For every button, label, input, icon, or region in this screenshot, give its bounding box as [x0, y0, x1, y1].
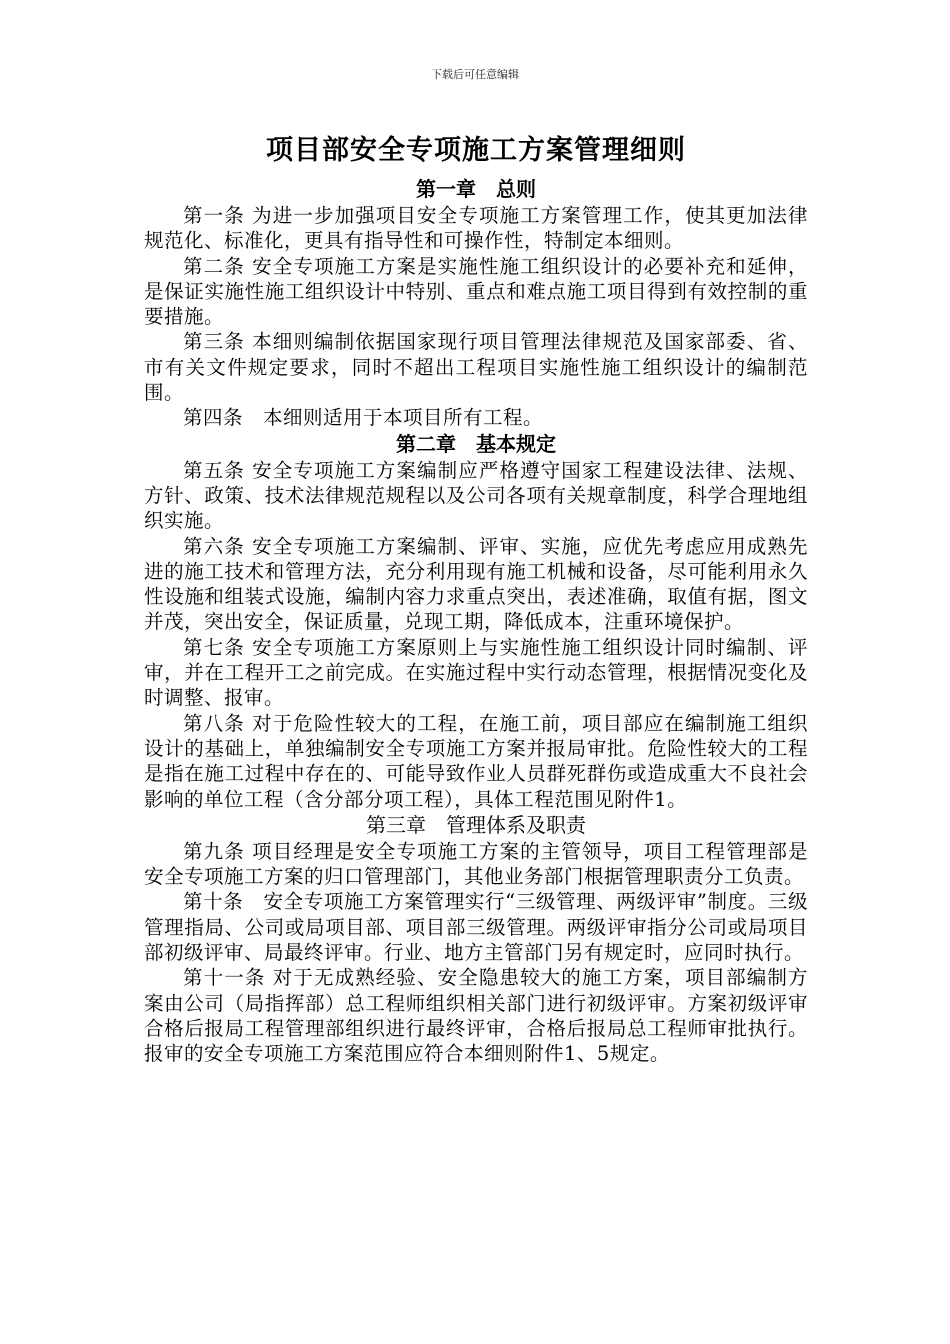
chapter-3 [144, 812, 808, 1067]
article-11: 第十一条 对于无成熟经验、安全隐患较大的施工方案，项目部编制方案由公司（局指挥部）总工程师组织相关部门进行初级评审。方案初级评审合格后报局工程管理部组织进行最终评审，合格后报局总工程师审批执行。报审的安全专项施工方案范围应符合本细则附件1、5规定。 [144, 966, 808, 1066]
chapter-heading: 第一章 总则 [416, 177, 536, 201]
article-3: 第三条 本细则编制依据国家现行项目管理法律规范及国家部委、省、市有关文件规定要求，同时不超出工程项目实施性施工组织设计的编制范围。 [144, 330, 808, 405]
chapter-heading: 第二章 基本规定 [396, 431, 556, 456]
article-6: 第六条 安全专项施工方案编制、评审、实施，应优先考虑应用成熟先进的施工技术和管理方法，充分利用现有施工机械和设备，尽可能利用永久性设施和组装式设施，编制内容力求重点突出，表述准确，取值有据，图文并茂，突出安全，保证质量，兑现工期，降低成本，注重环境保护。 [144, 534, 808, 634]
article-7: 第七条 安全专项施工方案原则上与实施性施工组织设计同时编制、评审，并在工程开工之前完成。在实施过程中实行动态管理，根据情况变化及时调整、报审。 [144, 635, 808, 710]
chapter-heading: 第三章 管理体系及职责 [366, 812, 586, 837]
article-4: 第四条 本细则适用于本项目所有工程。 [183, 406, 544, 430]
article-9: 第九条 项目经理是安全专项施工方案的主管领导，项目工程管理部是安全专项施工方案的归口管理部门，其他业务部门根据管理职责分工负责。 [144, 839, 808, 889]
chapter-2 [144, 431, 808, 812]
article-5: 第五条 安全专项施工方案编制应严格遵守国家工程建设法律、法规、方针、政策、技术法律规范规程以及公司各项有关规章制度，科学合理地组织实施。 [144, 458, 808, 533]
article-2: 第二条 安全专项施工方案是实施性施工组织设计的必要补充和延伸，是保证实施性施工组织设计中特别、重点和难点施工项目得到有效控制的重要措施。 [144, 254, 808, 329]
document-title: 项目部安全专项施工方案管理细则 [266, 135, 686, 166]
article-1: 第一条 为进一步加强项目安全专项施工方案管理工作，使其更加法律规范化、标准化，更具有指导性和可操作性，特制定本细则。 [144, 204, 808, 253]
page-header-note: 下载后可任意编辑 [431, 68, 519, 81]
chapter-1 [144, 176, 808, 431]
article-10: 第十条 安全专项施工方案管理实行“三级管理、两级评审”制度。三级管理指局、公司或局项目部、项目部三级管理。两级评审指分公司或局项目部初级评审、局最终评审。行业、地方主管部门另有规定时，应同时执行。 [144, 890, 808, 965]
article-8: 第八条 对于危险性较大的工程，在施工前，项目部应在编制施工组织设计的基础上，单独编制安全专项施工方案并报局审批。危险性较大的工程是指在施工过程中存在的、可能导致作业人员群死群伤或造成重大不良社会影响的单位工程（含分部分项工程），具体工程范围见附件1。 [144, 711, 808, 811]
document-body [144, 126, 808, 1067]
